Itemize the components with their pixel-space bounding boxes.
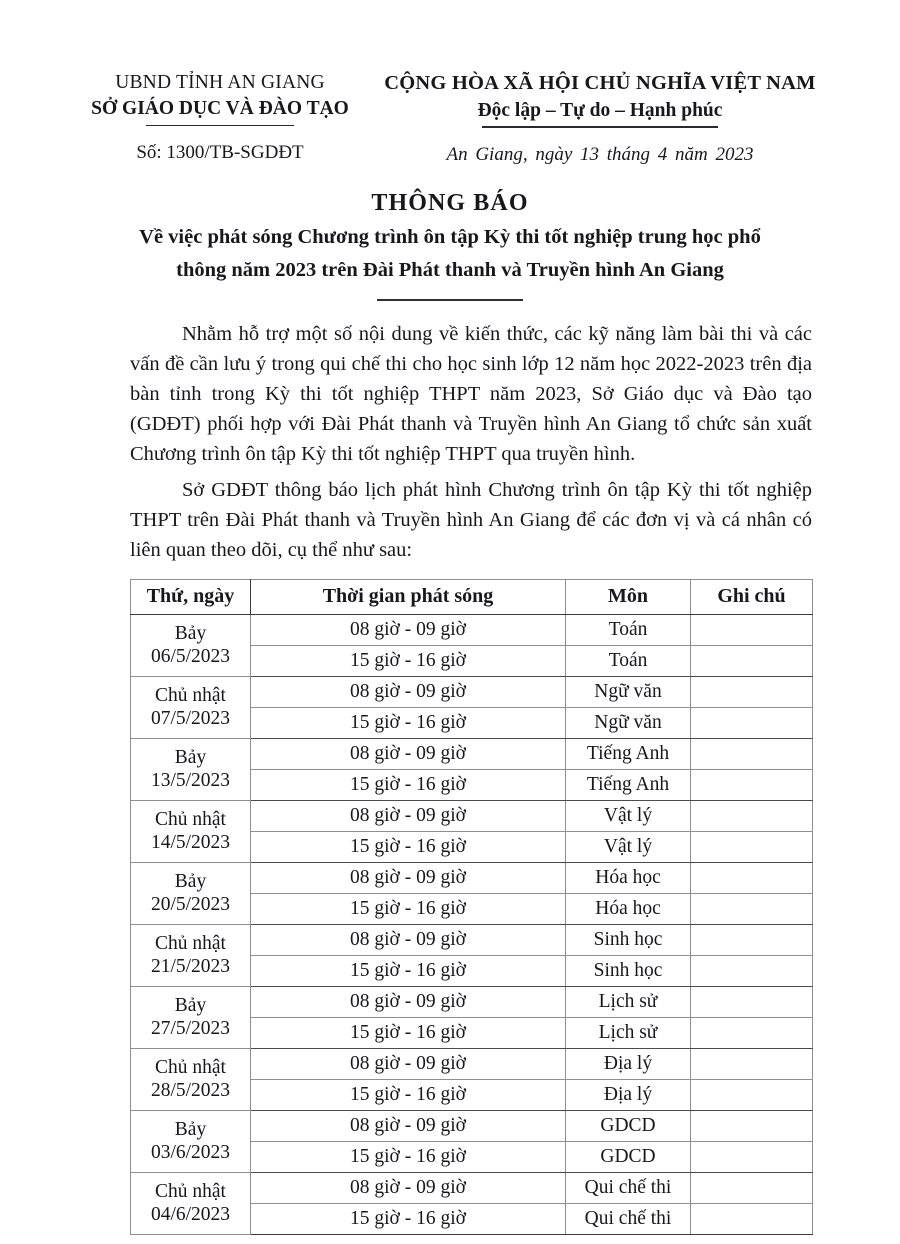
cell-date: 21/5/2023 [150, 956, 231, 978]
column-header-broadcast-time: Thời gian phát sóng [251, 579, 566, 614]
document-body [0, 319, 900, 565]
cell-day [131, 1172, 251, 1234]
cell-note [691, 1172, 813, 1203]
cell-date: 27/5/2023 [150, 1018, 231, 1040]
cell-note [691, 676, 813, 707]
cell-subject: Vật lý [566, 831, 691, 862]
cell-weekday: Bảy [174, 747, 207, 769]
cell-broadcast-time: 15 giờ - 16 giờ [251, 831, 566, 862]
table-row [131, 1172, 813, 1203]
cell-subject: Vật lý [566, 800, 691, 831]
cell-note [691, 800, 813, 831]
cell-broadcast-time: 15 giờ - 16 giờ [251, 955, 566, 986]
national-motto-line: Độc lập – Tự do – Hạnh phúc [478, 98, 723, 123]
cell-note [691, 1141, 813, 1172]
cell-broadcast-time: 08 giờ - 09 giờ [251, 676, 566, 707]
cell-subject: Toán [566, 645, 691, 676]
cell-subject: Sinh học [566, 924, 691, 955]
cell-day [131, 614, 251, 676]
cell-broadcast-time: 15 giờ - 16 giờ [251, 1141, 566, 1172]
cell-broadcast-time: 15 giờ - 16 giờ [251, 769, 566, 800]
cell-weekday: Chủ nhật [155, 1057, 226, 1079]
cell-note [691, 738, 813, 769]
cell-broadcast-time: 08 giờ - 09 giờ [251, 738, 566, 769]
column-header-day: Thứ, ngày [131, 579, 251, 614]
cell-broadcast-time: 08 giờ - 09 giờ [251, 1172, 566, 1203]
cell-date: 14/5/2023 [150, 832, 231, 854]
cell-note [691, 769, 813, 800]
cell-weekday: Bảy [174, 871, 207, 893]
document-type-title: THÔNG BÁO [371, 189, 529, 216]
cell-subject: GDCD [566, 1141, 691, 1172]
cell-weekday: Chủ nhật [155, 685, 226, 707]
cell-note [691, 707, 813, 738]
cell-broadcast-time: 08 giờ - 09 giờ [251, 614, 566, 645]
province-authority-line: UBND TỈNH AN GIANG [115, 72, 325, 93]
cell-broadcast-time: 08 giờ - 09 giờ [251, 924, 566, 955]
cell-date: 07/5/2023 [150, 708, 231, 730]
cell-note [691, 1048, 813, 1079]
cell-subject: Lịch sử [566, 986, 691, 1017]
cell-date: 28/5/2023 [150, 1080, 231, 1102]
cell-note [691, 614, 813, 645]
cell-date: 13/5/2023 [150, 770, 231, 792]
table-row [131, 800, 813, 831]
cell-note [691, 955, 813, 986]
cell-subject: Địa lý [566, 1079, 691, 1110]
cell-broadcast-time: 15 giờ - 16 giờ [251, 707, 566, 738]
cell-broadcast-time: 15 giờ - 16 giờ [251, 1017, 566, 1048]
table-row [131, 986, 813, 1017]
schedule-table-container [0, 579, 900, 1235]
table-row [131, 1048, 813, 1079]
cell-note [691, 1203, 813, 1234]
cell-subject: Ngữ văn [566, 707, 691, 738]
table-header-row [131, 579, 813, 614]
cell-date: 04/6/2023 [150, 1204, 231, 1226]
table-row [131, 1110, 813, 1141]
title-block [0, 188, 900, 301]
cell-day [131, 800, 251, 862]
table-row [131, 738, 813, 769]
cell-date: 20/5/2023 [150, 894, 231, 916]
broadcast-schedule-table [130, 579, 813, 1235]
document-header [0, 0, 900, 166]
document-number: Số: 1300/TB-SGDĐT [136, 142, 304, 164]
cell-day [131, 738, 251, 800]
cell-note [691, 893, 813, 924]
cell-subject: Hóa học [566, 893, 691, 924]
cell-broadcast-time: 15 giờ - 16 giờ [251, 1079, 566, 1110]
department-name-line: SỞ GIÁO DỤC VÀ ĐÀO TẠO [91, 96, 349, 122]
column-header-note: Ghi chú [691, 579, 813, 614]
cell-date: 06/5/2023 [150, 646, 231, 668]
country-name-line: CỘNG HÒA XÃ HỘI CHỦ NGHĨA VIỆT NAM [384, 72, 816, 94]
cell-subject: Qui chế thi [566, 1172, 691, 1203]
issuing-authority-block [70, 70, 370, 164]
cell-subject: Địa lý [566, 1048, 691, 1079]
cell-subject: GDCD [566, 1110, 691, 1141]
cell-note [691, 1110, 813, 1141]
place-and-date-line: An Giang, ngày 13 tháng 4 năm 2023 [446, 143, 754, 165]
cell-day [131, 1110, 251, 1172]
cell-weekday: Chủ nhật [155, 809, 226, 831]
cell-subject: Hóa học [566, 862, 691, 893]
cell-weekday: Chủ nhật [155, 933, 226, 955]
cell-subject: Tiếng Anh [566, 738, 691, 769]
cell-note [691, 862, 813, 893]
title-divider-rule [377, 299, 523, 301]
cell-broadcast-time: 08 giờ - 09 giờ [251, 1110, 566, 1141]
cell-weekday: Chủ nhật [155, 1181, 226, 1203]
table-row [131, 924, 813, 955]
body-paragraph-1: Nhằm hỗ trợ một số nội dung về kiến thức, các kỹ năng làm bài thi và các vấn đề cần lưu ý trong qui chế thi cho học sinh lớp 12 năm học 2022-2023 trên địa bàn tỉnh trong Kỳ thi tốt nghiệp THPT năm 2023, Sở Giáo dục và Đào tạo (GDĐT) phối hợp với Đài Phát thanh và Truyền hình An Giang tổ chức sản xuất Chương trình ôn tập Kỳ thi tốt nghiệp THPT qua truyền hình. [130, 322, 812, 465]
table-header [131, 579, 813, 614]
cell-day [131, 676, 251, 738]
table-row [131, 676, 813, 707]
cell-broadcast-time: 15 giờ - 16 giờ [251, 645, 566, 676]
cell-subject: Sinh học [566, 955, 691, 986]
cell-weekday: Bảy [174, 995, 207, 1017]
table-row [131, 614, 813, 645]
cell-note [691, 1079, 813, 1110]
cell-subject: Toán [566, 614, 691, 645]
cell-weekday: Bảy [174, 623, 207, 645]
national-heading-block [370, 70, 830, 166]
cell-date: 03/6/2023 [150, 1142, 231, 1164]
document-subject-line-2: thông năm 2023 trên Đài Phát thanh và Truyền hình An Giang [176, 259, 724, 282]
cell-subject: Tiếng Anh [566, 769, 691, 800]
table-row [131, 862, 813, 893]
cell-weekday: Bảy [174, 1119, 207, 1141]
cell-broadcast-time: 08 giờ - 09 giờ [251, 862, 566, 893]
cell-day [131, 1048, 251, 1110]
cell-day [131, 924, 251, 986]
cell-broadcast-time: 15 giờ - 16 giờ [251, 893, 566, 924]
cell-broadcast-time: 08 giờ - 09 giờ [251, 986, 566, 1017]
cell-day [131, 986, 251, 1048]
cell-note [691, 1017, 813, 1048]
table-body [131, 614, 813, 1234]
cell-broadcast-time: 08 giờ - 09 giờ [251, 800, 566, 831]
cell-note [691, 986, 813, 1017]
cell-note [691, 645, 813, 676]
document-subject-line-1: Về việc phát sóng Chương trình ôn tập Kỳ thi tốt nghiệp trung học phổ [139, 225, 761, 248]
cell-broadcast-time: 08 giờ - 09 giờ [251, 1048, 566, 1079]
cell-note [691, 924, 813, 955]
cell-broadcast-time: 15 giờ - 16 giờ [251, 1203, 566, 1234]
cell-subject: Ngữ văn [566, 676, 691, 707]
cell-note [691, 831, 813, 862]
cell-subject: Lịch sử [566, 1017, 691, 1048]
cell-subject: Qui chế thi [566, 1203, 691, 1234]
cell-day [131, 862, 251, 924]
column-header-subject: Môn [566, 579, 691, 614]
body-paragraph-2: Sở GDĐT thông báo lịch phát hình Chương trình ôn tập Kỳ thi tốt nghiệp THPT trên Đài Phát thanh và Truyền hình An Giang để các đơn vị và cá nhân có liên quan theo dõi, cụ thể như sau: [130, 478, 812, 561]
